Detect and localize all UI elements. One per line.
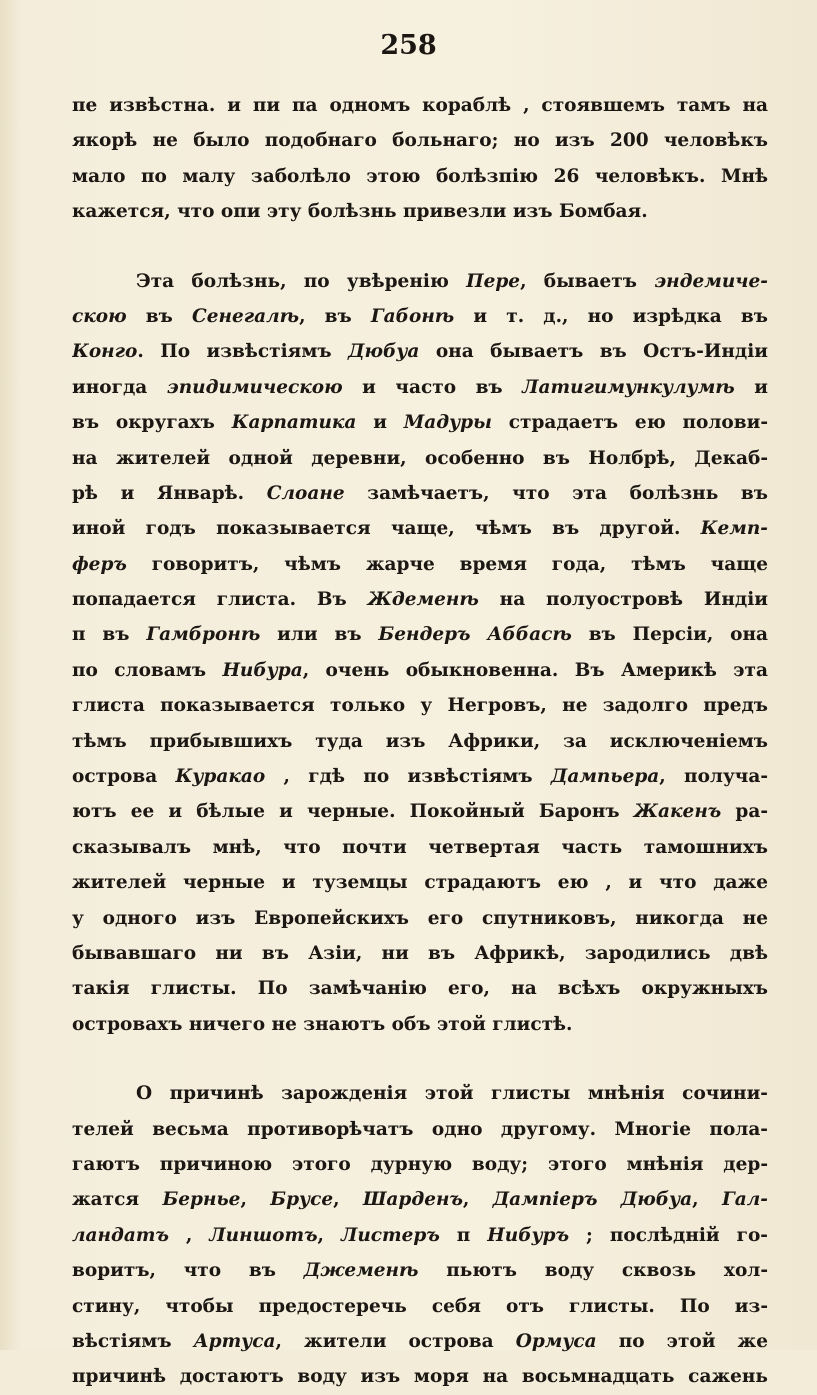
text-line bbox=[72, 759, 768, 794]
text-line bbox=[72, 971, 768, 1006]
italic-text-segment: Мадуры bbox=[403, 412, 492, 434]
text-segment: стину, чтобы предостеречь себя отъ глисты. По из- bbox=[72, 1295, 768, 1317]
text-line bbox=[72, 1182, 768, 1217]
text-line bbox=[72, 1289, 768, 1324]
text-line bbox=[72, 334, 768, 369]
text-segment: на полуостровѣ Индіи bbox=[478, 589, 768, 611]
text-segment: Эта болѣзнь, по увѣренію bbox=[136, 270, 467, 292]
text-segment: , bbox=[240, 1189, 271, 1211]
body-text bbox=[72, 88, 768, 1395]
text-line bbox=[72, 865, 768, 900]
text-segment: на жителей одной деревни, особенно въ Нолбрѣ, Декаб- bbox=[72, 447, 768, 469]
text-line bbox=[72, 830, 768, 865]
text-line bbox=[72, 264, 768, 299]
text-segment: , bbox=[317, 1224, 341, 1246]
text-segment: , bbox=[462, 1189, 493, 1211]
italic-text-segment: Куракао bbox=[175, 766, 266, 788]
text-line bbox=[72, 88, 768, 123]
text-line bbox=[72, 724, 768, 759]
italic-text-segment: Листеръ bbox=[340, 1224, 440, 1246]
text-segment: ютъ ее и бѣлые и черные. Покойный Баронъ bbox=[72, 801, 634, 823]
text-line bbox=[72, 476, 768, 511]
text-segment: жителей черные и туземцы страдаютъ ею , и что даже bbox=[72, 872, 768, 894]
page-number: 258 bbox=[380, 30, 437, 61]
text-segment: глиста показывается только у Негровъ, не задолго предъ bbox=[72, 695, 768, 717]
text-line bbox=[72, 1147, 768, 1182]
text-segment: жатся bbox=[72, 1189, 163, 1211]
italic-text-segment: Ждеменѣ bbox=[367, 589, 479, 611]
text-segment: , гдѣ по извѣстіямъ bbox=[265, 766, 551, 788]
text-line bbox=[72, 405, 768, 440]
text-segment: она бываетъ въ Остъ-Индіи bbox=[419, 341, 768, 363]
text-segment: говоритъ, чѣмъ жарче время года, тѣмъ чаще bbox=[126, 553, 768, 575]
text-line bbox=[72, 370, 768, 405]
text-line bbox=[72, 1007, 768, 1042]
italic-text-segment: Латигимункулумѣ bbox=[522, 376, 735, 398]
italic-text-segment: Дампіеръ Дюбуа bbox=[492, 1189, 693, 1211]
text-line bbox=[72, 1076, 768, 1111]
text-segment: ; послѣдній го- bbox=[569, 1224, 768, 1246]
text-segment: п въ bbox=[72, 624, 147, 646]
text-segment: замѣчаетъ, что эта болѣзнь въ bbox=[344, 482, 768, 504]
italic-text-segment: Нибура bbox=[222, 659, 303, 681]
text-segment: , bbox=[692, 1189, 722, 1211]
text-segment: или въ bbox=[260, 624, 379, 646]
text-segment: , бываетъ bbox=[520, 270, 655, 292]
text-segment: острова bbox=[72, 766, 176, 788]
text-line bbox=[72, 901, 768, 936]
text-segment: въ Персіи, она bbox=[571, 624, 768, 646]
italic-text-segment: Габонѣ bbox=[370, 305, 455, 327]
text-segment: островахъ ничего не знаютъ объ этой глистѣ. bbox=[72, 1013, 573, 1035]
text-segment: , въ bbox=[299, 305, 371, 327]
italic-text-segment: Шарденъ bbox=[362, 1189, 463, 1211]
text-segment: такія глисты. По замѣчанію его, на всѣхъ окружныхъ bbox=[72, 978, 768, 1000]
text-segment: пьютъ воду сквозь хол- bbox=[418, 1260, 768, 1282]
text-segment: страдаетъ ею полови- bbox=[491, 412, 768, 434]
text-segment: тѣмъ прибывшихъ туда изъ Африки, за исключеніемъ bbox=[72, 730, 768, 752]
text-segment: иной годъ показывается чаще, чѣмъ въ другой. bbox=[72, 518, 701, 540]
text-segment: , bbox=[333, 1189, 363, 1211]
text-segment: , очень обыкновенна. Въ Америкѣ эта bbox=[302, 659, 768, 681]
text-line bbox=[72, 688, 768, 723]
text-segment: по этой же bbox=[596, 1330, 768, 1352]
text-segment: кажется, что опи эту болѣзнь привезли изъ Бомбая. bbox=[72, 201, 648, 223]
text-segment: бывавшаго ни въ Азіи, ни въ Африкѣ, зародились двѣ bbox=[72, 942, 768, 964]
italic-text-segment: ландатъ bbox=[72, 1224, 169, 1246]
italic-text-segment: Кемп- bbox=[700, 518, 768, 540]
italic-text-segment: Джеменѣ bbox=[303, 1260, 419, 1282]
text-line bbox=[72, 1324, 768, 1359]
text-line bbox=[72, 617, 768, 652]
text-segment: телей весьма противорѣчатъ одно другому. Многіе пола- bbox=[72, 1118, 768, 1140]
text-segment: въ bbox=[126, 305, 192, 327]
text-segment: причинѣ достаютъ воду изъ моря на восьмнадцать сажень bbox=[72, 1366, 768, 1388]
italic-text-segment: Пере bbox=[466, 270, 521, 292]
text-segment: мало по малу заболѣло этою болѣзпію 26 человѣкъ. Мнѣ bbox=[72, 165, 768, 187]
text-line bbox=[72, 653, 768, 688]
text-segment: рѣ и Январѣ. bbox=[72, 482, 267, 504]
italic-text-segment: Линшотъ bbox=[209, 1224, 318, 1246]
italic-text-segment: Артуса bbox=[193, 1330, 276, 1352]
text-segment: и bbox=[734, 376, 768, 398]
text-segment: и bbox=[356, 412, 404, 434]
italic-text-segment: Ормуса bbox=[515, 1330, 597, 1352]
text-segment: якорѣ не было подобнаго больнаго; но изъ 200 человѣкъ bbox=[72, 130, 768, 152]
text-segment: О причинѣ зарожденія этой глисты мнѣнія сочини- bbox=[136, 1083, 768, 1105]
italic-text-segment: Брусе bbox=[270, 1189, 334, 1211]
italic-text-segment: Дампьера bbox=[550, 766, 660, 788]
italic-text-segment: Карпатика bbox=[231, 412, 357, 434]
italic-text-segment: Бендеръ Аббасѣ bbox=[378, 624, 572, 646]
text-segment: и т. д., но изрѣдка въ bbox=[454, 305, 768, 327]
text-line bbox=[72, 936, 768, 971]
text-line bbox=[72, 123, 768, 158]
text-segment: , bbox=[168, 1224, 210, 1246]
text-line bbox=[72, 547, 768, 582]
italic-text-segment: Жакенъ bbox=[633, 801, 722, 823]
italic-text-segment: Конго bbox=[72, 341, 138, 363]
text-segment: . По извѣстіямъ bbox=[137, 341, 349, 363]
italic-text-segment: скою bbox=[72, 305, 127, 327]
text-segment: сказывалъ мнѣ, что почти четвертая часть тамошнихъ bbox=[72, 836, 768, 858]
text-segment: ра- bbox=[721, 801, 768, 823]
text-line bbox=[72, 1253, 768, 1288]
italic-text-segment: эндемиче- bbox=[654, 270, 768, 292]
text-line bbox=[72, 794, 768, 829]
text-line bbox=[72, 511, 768, 546]
text-line bbox=[72, 159, 768, 194]
text-segment: иногда bbox=[72, 376, 167, 398]
text-segment: воритъ, что въ bbox=[72, 1260, 304, 1282]
italic-text-segment: феръ bbox=[72, 553, 127, 575]
italic-text-segment: Гал- bbox=[722, 1189, 768, 1211]
text-segment: по словамъ bbox=[72, 659, 223, 681]
text-segment: вѣстіямъ bbox=[72, 1330, 194, 1352]
text-segment: пе извѣстна. и пи па одномъ кораблѣ , стоявшемъ тамъ на bbox=[72, 95, 768, 116]
text-line bbox=[72, 441, 768, 476]
text-segment: гаютъ причиною этого дурную воду; этого мнѣнія дер- bbox=[72, 1153, 768, 1175]
text-line bbox=[72, 299, 768, 334]
italic-text-segment: Гамбронѣ bbox=[146, 624, 261, 646]
italic-text-segment: Нибуръ bbox=[487, 1224, 570, 1246]
text-segment: и часто въ bbox=[342, 376, 523, 398]
text-segment: , получа- bbox=[659, 766, 768, 788]
text-line bbox=[72, 1359, 768, 1394]
text-line bbox=[72, 582, 768, 617]
text-segment: попадается глиста. Въ bbox=[72, 589, 368, 611]
italic-text-segment: Слоане bbox=[266, 482, 345, 504]
text-segment: , жители острова bbox=[275, 1330, 516, 1352]
text-segment: п bbox=[439, 1224, 488, 1246]
text-line bbox=[72, 1112, 768, 1147]
text-line bbox=[72, 1218, 768, 1253]
italic-text-segment: эпидимическою bbox=[166, 376, 343, 398]
text-segment: въ округахъ bbox=[72, 412, 232, 434]
italic-text-segment: Дюбуа bbox=[348, 341, 420, 363]
text-line bbox=[72, 194, 768, 229]
text-segment: у одного изъ Европейскихъ его спутниковъ, никогда не bbox=[72, 907, 768, 929]
italic-text-segment: Сенегалѣ bbox=[191, 305, 300, 327]
italic-text-segment: Бернье bbox=[162, 1189, 241, 1211]
